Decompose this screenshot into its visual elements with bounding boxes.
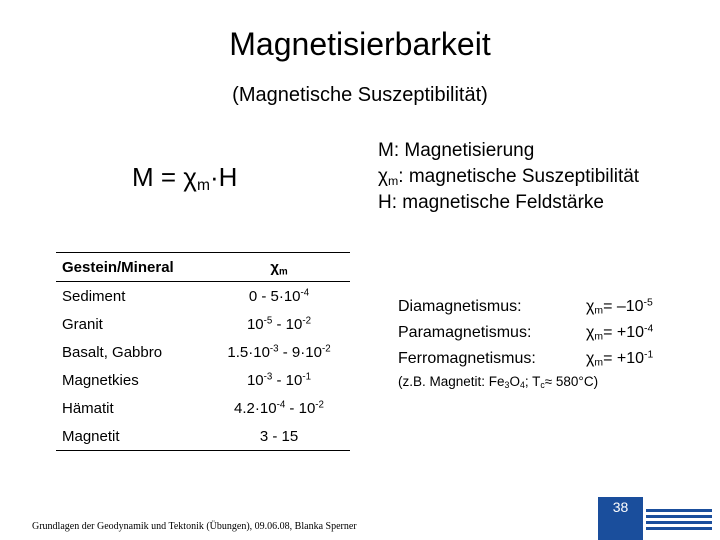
table-row xyxy=(56,422,350,451)
table-header-row xyxy=(56,253,350,282)
definition-text: : Magnetisierung xyxy=(393,140,535,161)
table-row xyxy=(56,394,350,422)
header-chi-sub: m xyxy=(278,265,288,277)
chi-value: $10^{-3} - 10^{-1}$ xyxy=(246,371,312,389)
university-logo-stripes-icon xyxy=(646,507,712,535)
definition-symbol: M xyxy=(378,140,394,161)
formula-lhs: M = xyxy=(132,162,184,192)
rock-name: Sediment xyxy=(62,287,126,305)
definitions xyxy=(378,138,639,216)
chi-value: 3 - 15 xyxy=(202,422,350,451)
magnetism-type-value: $\chi_m= +10^{-4}$ xyxy=(586,323,654,343)
table-row xyxy=(56,310,350,338)
magnetism-types xyxy=(398,294,653,372)
table-row xyxy=(56,338,350,366)
susceptibility-table xyxy=(56,252,350,451)
definition-symbol: χ xyxy=(378,166,388,187)
header-chi xyxy=(202,253,350,282)
formula-rhs: ·H xyxy=(209,162,238,192)
rock-name: Magnetkies xyxy=(62,371,139,389)
magnetism-type-value: $\chi_m= +10^{-1}$ xyxy=(586,349,654,369)
rock-name: Granit xyxy=(62,315,103,333)
magnetism-type-row xyxy=(398,294,653,320)
chi-value: $1.5\cdot 10^{-3} - 9\cdot 10^{-2}$ xyxy=(227,343,331,361)
magnetism-type-name: Paramagnetismus: xyxy=(398,324,532,341)
magnetite-note: (z.B. Magnetit: $Fe_3O_4$; $T_c\approx 580^\circ C$) xyxy=(398,374,599,391)
rock-name: Hämatit xyxy=(62,399,114,417)
rock-name: Magnetit xyxy=(56,422,202,451)
definition-susceptibility xyxy=(378,164,639,190)
magnetism-type-name: Diamagnetismus: xyxy=(398,298,522,315)
formula xyxy=(132,162,237,193)
definition-text: : magnetische Suszeptibilität xyxy=(398,166,640,187)
definition-text: : magnetische Feldstärke xyxy=(391,192,604,213)
definition-field-strength xyxy=(378,190,639,216)
page-number-badge xyxy=(598,497,643,540)
slide-subtitle: (Magnetische Suszeptibilität) xyxy=(232,84,488,106)
page-number: 38 xyxy=(612,499,629,515)
slide-title: Magnetisierbarkeit xyxy=(229,26,491,62)
definition-symbol-sub: m xyxy=(387,174,399,189)
header-rock-mineral: Gestein/Mineral xyxy=(56,253,202,282)
formula-chi-sub: m xyxy=(196,176,210,194)
table-row xyxy=(56,282,350,311)
chi-value: $0 - 5\cdot 10^{-4}$ xyxy=(248,287,310,305)
definition-symbol: H xyxy=(378,192,392,213)
chi-value: $10^{-5} - 10^{-2}$ xyxy=(246,315,312,333)
table-row xyxy=(56,366,350,394)
magnetism-type-name: Ferromagnetismus: xyxy=(398,350,536,367)
magnetism-type-row xyxy=(398,346,653,372)
formula-chi: χ xyxy=(183,162,197,192)
rock-name: Basalt, Gabbro xyxy=(62,343,163,361)
magnetism-type-row xyxy=(398,320,653,346)
header-chi-symbol: χ xyxy=(270,258,279,276)
definition-magnetization xyxy=(378,138,639,164)
chi-value: $4.2\cdot 10^{-4} - 10^{-2}$ xyxy=(234,399,324,417)
magnetism-type-value: $\chi_m= -10^{-5}$ xyxy=(586,297,653,317)
footer-credit: Grundlagen der Geodynamik und Tektonik (Übungen), 09.06.08, Blanka Sperner xyxy=(32,521,357,532)
